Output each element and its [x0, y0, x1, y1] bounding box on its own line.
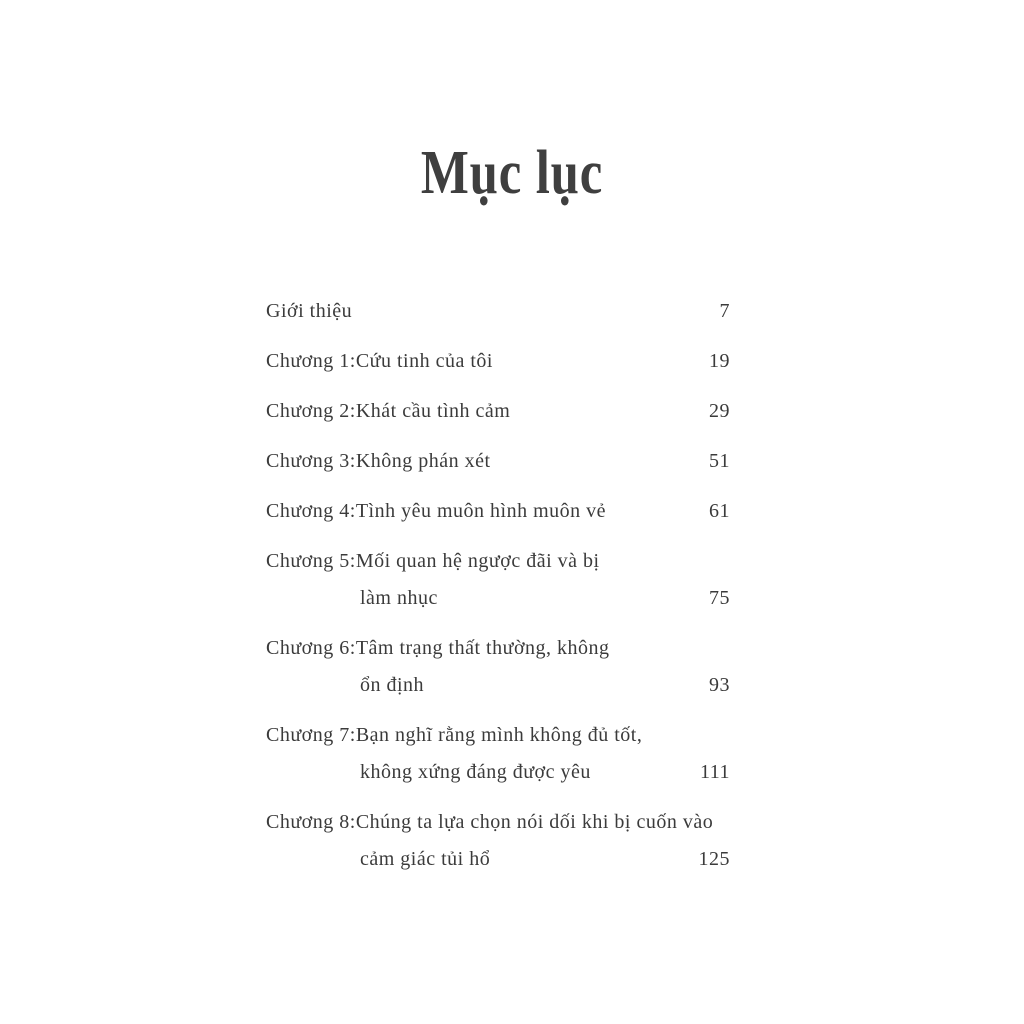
- toc-line: [266, 346, 730, 376]
- chapter-title: Chúng ta lựa chọn nói dối khi bị cuốn vào: [355, 811, 714, 833]
- chapter-number: Chương 8:: [266, 811, 356, 833]
- page-number: 51: [709, 450, 730, 472]
- chapter-title: Tâm trạng thất thường, không: [355, 637, 610, 659]
- chapter-title: Mối quan hệ ngược đãi và bị: [355, 550, 600, 572]
- toc-line: [266, 396, 730, 426]
- toc-entry: [266, 807, 730, 874]
- toc-line: [266, 583, 730, 613]
- page-number: 19: [709, 350, 730, 372]
- chapter-title: Khát cầu tình cảm: [355, 400, 511, 422]
- page-number: 93: [709, 674, 730, 696]
- chapter-title: Bạn nghĩ rằng mình không đủ tốt,: [355, 724, 643, 746]
- toc-entry: [266, 346, 730, 376]
- table-of-contents: [266, 296, 730, 894]
- toc-entry: [266, 396, 730, 426]
- toc-entry: [266, 720, 730, 787]
- chapter-title: cảm giác tủi hổ: [360, 848, 491, 870]
- page-number: 75: [709, 587, 730, 609]
- toc-entry: [266, 633, 730, 700]
- page-number: 61: [709, 500, 730, 522]
- chapter-number: Chương 6:: [266, 637, 356, 659]
- chapter-title: Tình yêu muôn hình muôn vẻ: [355, 500, 607, 522]
- chapter-title: Cứu tinh của tôi: [355, 350, 493, 372]
- toc-entry: [266, 446, 730, 476]
- toc-line: [266, 446, 730, 476]
- toc-line: [266, 757, 730, 787]
- page-number: 111: [699, 761, 730, 783]
- page-number: 7: [719, 300, 730, 322]
- chapter-title: ổn định: [360, 674, 425, 696]
- toc-line: [266, 296, 730, 326]
- toc-line: [266, 496, 730, 526]
- chapter-number: Chương 5:: [266, 550, 356, 572]
- toc-line: [266, 844, 730, 874]
- toc-line: [266, 720, 730, 750]
- toc-line: [266, 670, 730, 700]
- chapter-title: Không phán xét: [355, 450, 491, 472]
- toc-entry: [266, 296, 730, 326]
- page-number: 125: [698, 848, 730, 870]
- chapter-title: làm nhục: [360, 587, 438, 609]
- toc-line: [266, 807, 730, 837]
- chapter-number: Chương 2:: [266, 400, 356, 422]
- toc-entry: [266, 546, 730, 613]
- chapter-number: Chương 7:: [266, 724, 356, 746]
- page-number: 29: [709, 400, 730, 422]
- chapter-number: Chương 1:: [266, 350, 356, 372]
- chapter-number: Chương 3:: [266, 450, 356, 472]
- toc-line: [266, 546, 730, 576]
- chapter-title: không xứng đáng được yêu: [360, 761, 591, 783]
- chapter-title: Giới thiệu: [266, 300, 353, 322]
- toc-entry: [266, 496, 730, 526]
- page-title: Mục lục: [420, 139, 604, 207]
- chapter-number: Chương 4:: [266, 500, 356, 522]
- toc-line: [266, 633, 730, 663]
